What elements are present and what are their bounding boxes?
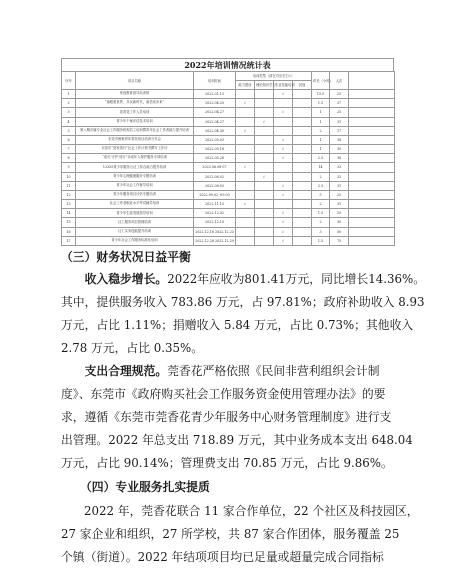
cell-b [255,190,274,199]
cell-name: 第八期市属专业社会工作服务机构员工培训暨青年社会工作者能力提升培训 [76,126,194,135]
training-stats-table [61,71,395,246]
cell-hours: 14 [312,163,330,172]
cell-a [236,90,255,99]
cell-hours: 15.5 [312,90,330,99]
cell-c: √ [274,108,293,117]
cell-no: 7 [62,145,76,154]
cell-time: 2022.12.02 [194,209,236,218]
header-time: 培训时间 [194,72,236,90]
cell-hours: 1 [312,145,330,154]
cell-no: 14 [62,209,76,218]
cell-time: 2022.09.02 -09.03 [194,190,236,199]
cell-a [236,190,255,199]
cell-people: 17 [330,126,349,135]
cell-people: 33 [330,163,349,172]
cell-name: 12355青少年服务台社工综合能力提升培训 [76,163,194,172]
cell-no: 12 [62,190,76,199]
cell-blank [349,99,395,108]
cell-hours: 5 [312,190,330,199]
cell-name: “成长·守护·同行”未成年人保护服务专项培训 [76,154,194,163]
cell-name: 青少年生涯发展指导培训 [76,209,194,218]
cell-people: 38 [330,135,349,144]
cell-time: 2022.05.03 [194,135,236,144]
cell-b [255,218,274,227]
table-row [62,145,395,154]
cell-time: 2022.01.13 [194,90,236,99]
section4-p1-line1: 2022 年，莞香花联合 11 家合作单位，22 个社区及科技园区， [84,504,419,518]
cell-blank [349,181,395,190]
cell-no: 15 [62,218,76,227]
cell-c [274,200,293,209]
cell-blank [349,135,395,144]
cell-name: 家庭教育指导培训班 [76,90,194,99]
header-type-d: 其他 [293,81,312,90]
table-row [62,163,395,172]
section4-p1-line3: 个镇（街道）。2022 年结项项目均已足量或超量完成合同指标 [61,550,384,564]
section3-p2-line5: 万元，占比 90.14%；管理费支出 70.85 万元，占比 9.86%。 [61,456,393,470]
cell-time: 2022.04.20 [194,99,236,108]
cell-time: 2022.12.28 2022.12.29 [194,236,236,245]
cell-blank [349,227,395,236]
cell-b [255,236,274,245]
header-type-group: 培训类型（请在对应栏打√） [236,72,312,81]
cell-no: 2 [62,99,76,108]
cell-a [236,145,255,154]
cell-hours: 1 [312,117,330,126]
cell-d [293,172,312,181]
cell-blank [349,108,395,117]
table-row [62,117,395,126]
cell-d [293,163,312,172]
cell-people: 32 [330,172,349,181]
cell-no: 16 [62,227,76,236]
cell-a [236,236,255,245]
cell-b [255,126,274,135]
cell-c: √ [274,218,293,227]
cell-a [236,117,255,126]
cell-blank [349,90,395,99]
table-body [62,90,395,246]
cell-a: √ [236,126,255,135]
cell-name: 社工服务项目管理培训 [76,218,194,227]
cell-hours: 2 [312,200,330,209]
cell-no: 4 [62,117,76,126]
section4-p1-line2: 27 家企业和组织，27 所学校，共 87 家合作团体，服务覆盖 25 [61,527,400,541]
section3-p1-line4: 2.78 万元，占比 0.35%。 [61,341,204,355]
cell-d [293,154,312,163]
cell-people: 25 [330,190,349,199]
cell-name: 莞香花工作人员培训 [76,108,194,117]
table-row [62,126,395,135]
cell-b [255,154,274,163]
cell-people: 75 [330,236,349,245]
cell-c: √ [274,135,293,144]
cell-b [255,145,274,154]
cell-d [293,90,312,99]
cell-no: 5 [62,126,76,135]
cell-a: √ [236,200,255,209]
cell-people: 38 [330,154,349,163]
cell-blank [349,218,395,227]
cell-d [293,126,312,135]
cell-blank [349,154,395,163]
header-type-b: 理论知识学习 [255,81,274,90]
cell-people: 37 [330,99,349,108]
cell-b [255,163,274,172]
cell-no: 13 [62,200,76,209]
cell-b [255,99,274,108]
cell-d [293,145,312,154]
header-hours: 时长（小时） [312,72,330,90]
section3-p1-lead: 收入稳步增长。 [84,272,168,286]
table-row [62,172,395,181]
cell-d [293,190,312,199]
table-row [62,190,395,199]
cell-c: √ [274,190,293,199]
cell-c [274,117,293,126]
cell-d [293,99,312,108]
table-row [62,181,395,190]
cell-no: 9 [62,163,76,172]
cell-a: √ [236,99,255,108]
cell-time: 2022.06.08-07 [194,163,236,172]
cell-hours: 1 [312,108,330,117]
section3-p2-line2: 度》、东莞市《政府购买社会工作服务资金使用管理办法》的要 [61,387,386,401]
section3-heading: （三）财务状况日益平衡 [61,250,191,264]
cell-blank [349,126,395,135]
cell-c [274,163,293,172]
cell-name: 青少年社会工作服务标准化培训 [76,236,194,245]
cell-hours: 1.5 [312,99,330,108]
cell-time: 2022.12.16 2022.12.23 [194,227,236,236]
section3-p1-line1 [61,268,426,291]
cell-people: 31 [330,117,349,126]
cell-a [236,135,255,144]
cell-d [293,135,312,144]
table-row [62,227,395,236]
cell-no: 3 [62,108,76,117]
cell-people: 25 [330,90,349,99]
cell-b [255,209,274,218]
section3-p1-line3: 万元，占比 1.11%；捐赠收入 5.84 万元，占比 0.73%；其他收入 [61,318,414,332]
cell-no: 10 [62,172,76,181]
cell-b [255,181,274,190]
section3-p2-line1 [61,360,395,383]
cell-name: 社会工作者职业水平考试辅导培训 [76,200,194,209]
cell-no: 17 [62,236,76,245]
cell-d [293,108,312,117]
table-row [62,99,395,108]
section3-p1-text1: 2022年应收为801.41万元，同比增长14.36%。 [167,272,426,286]
cell-name: 东莞市困难青年帮扶项目培训分享会 [76,135,194,144]
cell-name: 青少年个案评估技术培训 [76,117,194,126]
cell-blank [349,190,395,199]
cell-b [255,90,274,99]
cell-name: 青少年社会工作督导培训 [76,181,194,190]
cell-hours: 1.5 [312,209,330,218]
cell-d [293,117,312,126]
table-row [62,108,395,117]
table-title: 2022年培训情况统计表 [61,58,394,71]
cell-people: 25 [330,209,349,218]
cell-b [255,108,274,117]
cell-no: 8 [62,154,76,163]
cell-c: √ [274,90,293,99]
header-blank [349,72,395,90]
section3-p2-line4: 出管理。2022 年总支出 718.89 万元，其中业务成本支出 648.04 [61,433,413,447]
cell-d [293,209,312,218]
header-type-c: 专业技能培训 [274,81,293,90]
table-row [62,200,395,209]
cell-no: 6 [62,135,76,144]
cell-hours: 2.5 [312,181,330,190]
cell-d [293,181,312,190]
cell-people: 30 [330,145,349,154]
cell-blank [349,172,395,181]
table-row [62,218,395,227]
table-row [62,135,395,144]
cell-name: “童眼看世界，共议新时代，童语话未来” [76,99,194,108]
cell-blank [349,163,395,172]
header-name: 项目名称 [76,72,194,90]
cell-hours: 2.5 [312,154,330,163]
cell-c [274,126,293,135]
cell-c: √ [274,236,293,245]
cell-name: 青少年服务项目评估专题培训 [76,190,194,199]
cell-hours: 1 [312,135,330,144]
section3-p2-text1: 莞香花严格依照《民间非营利组织会计制 [167,364,380,378]
cell-name: 社工实务技能提升培训 [76,227,194,236]
cell-hours: 2 [312,172,330,181]
cell-b [255,227,274,236]
cell-blank [349,117,395,126]
cell-c [274,99,293,108]
cell-blank [349,145,395,154]
cell-a [236,227,255,236]
cell-hours: 2 [312,218,330,227]
table-row [62,236,395,245]
cell-d [293,200,312,209]
cell-b: √ [255,172,274,181]
cell-b: √ [255,117,274,126]
cell-time: 2022.04.27 [194,108,236,117]
table-row [62,90,395,99]
cell-a [236,154,255,163]
cell-time: 2022.04.30 [194,126,236,135]
cell-c [274,172,293,181]
cell-hours: 1.5 [312,236,330,245]
cell-time: 2022.11.10 [194,200,236,209]
cell-blank [349,209,395,218]
cell-people: 25 [330,108,349,117]
cell-c: √ [274,145,293,154]
section3-p2-lead: 支出合理规范。 [84,364,168,378]
cell-b [255,135,274,144]
cell-d [293,218,312,227]
cell-no: 1 [62,90,76,99]
section3-p1-line2: 其中，提供服务收入 783.86 万元，占 97.81%；政府补助收入 8.93 [61,295,425,309]
cell-blank [349,236,395,245]
training-stats-table-region [61,58,394,246]
cell-a [236,181,255,190]
table-row [62,209,395,218]
cell-d [293,236,312,245]
cell-a [236,172,255,181]
cell-people: 30 [330,218,349,227]
cell-a: √ [236,163,255,172]
cell-hours: 2 [312,126,330,135]
section4-heading: （四）专业服务扎实提质 [80,480,210,494]
cell-c: √ [274,181,293,190]
cell-c: √ [274,154,293,163]
cell-time: 2022.05.18 [194,145,236,154]
cell-time: 2022.12.10 [194,218,236,227]
cell-time: 2022.04.27 [194,117,236,126]
cell-hours: 3 [312,227,330,236]
cell-people: 31 [330,181,349,190]
cell-d [293,227,312,236]
cell-time: 2022.08.02 [194,172,236,181]
cell-blank [349,200,395,209]
cell-time: 2022.08.03 [194,181,236,190]
cell-time: 2022.05.26 [194,154,236,163]
cell-name: 东莞市“莞家善行”社会工作计划书撰写工作坊 [76,145,194,154]
header-no: 序号 [62,72,76,90]
cell-no: 11 [62,181,76,190]
cell-a [236,108,255,117]
cell-c: √ [274,209,293,218]
header-type-a: 能力建设 [236,81,255,90]
header-people: 人次 [330,72,349,90]
cell-people: 50 [330,227,349,236]
cell-a [236,218,255,227]
section3-p2-line3: 求，遵循《东莞市莞香花青少年服务中心财务管理制度》进行支 [61,410,392,424]
cell-name: 青少年心理健康服务专题培训 [76,172,194,181]
table-row [62,154,395,163]
cell-c: √ [274,227,293,236]
cell-a [236,209,255,218]
cell-people: 31 [330,200,349,209]
cell-b [255,200,274,209]
